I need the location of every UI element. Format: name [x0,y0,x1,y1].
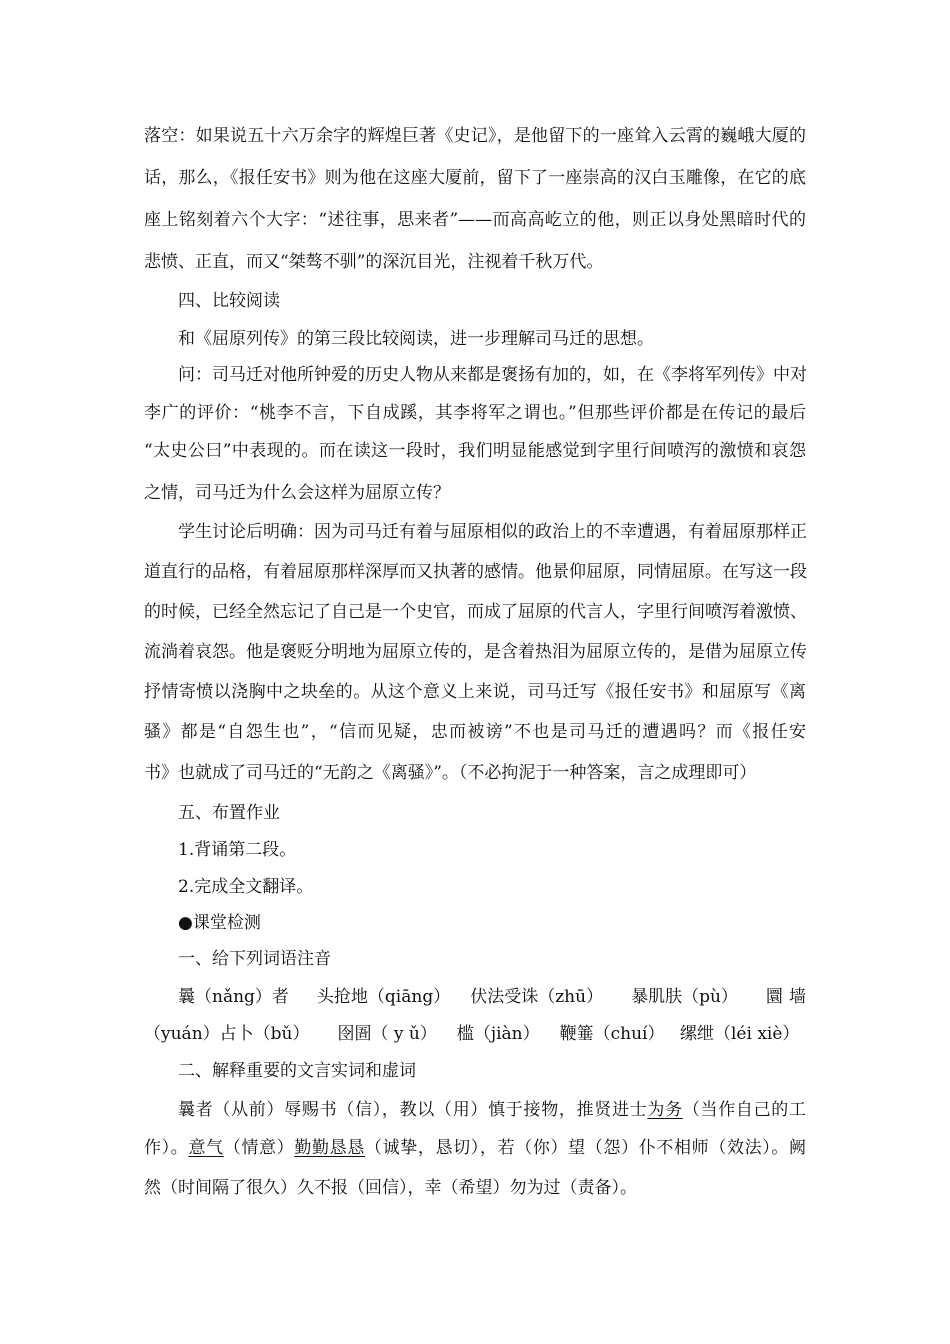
text-run: 曩者（从前）辱赐书（信），教以（用）慎于接物，推贤进士 [178,1100,648,1120]
paragraph-line: 之情，司马迁为什么会这样为屈原立传？ [144,483,450,503]
underlined-term: 意气 [188,1138,224,1158]
section-heading: 四、比较阅读 [178,291,280,311]
pinyin-word: 鞭箠（chuí） [559,1024,665,1044]
pinyin-word: 囹圄（ y ǔ） [337,1024,437,1044]
paragraph-line: 问：司马迁对他所钟爱的历史人物从来都是褒扬有加的，如，在《李将军列传》中对 [178,365,807,385]
section-heading: ●课堂检测 [178,913,261,933]
paragraph-line: 话，那么，《报任安书》则为他在这座大厦前，留下了一座崇高的汉白玉雕像，在它的底 [144,168,806,188]
question-heading: 二、解释重要的文言实词和虚词 [178,1061,416,1081]
pinyin-word: 槛（jiàn） [456,1024,540,1044]
text-run: （当作自己的工 [682,1100,807,1120]
homework-item: 2.完成全文翻译。 [178,877,314,897]
text-run: （诚挚，恳切），若（你）望（怨）仆不相师（效法）。阙 [364,1138,807,1158]
pinyin-word: 缧绁（léi xiè） [680,1024,800,1044]
paragraph-line: 的时候，已经全然忘记了自己是一个史官，而成了屈原的代言人，字里行间喷泻着激愤、 [144,602,807,622]
text-run: （情意） [223,1138,295,1158]
paragraph-line: 抒情寄愤以浇胸中之块垒的。从这个意义上来说，司马迁写《报任安书》和屈原写《离 [144,682,806,702]
paragraph-line: 座上铭刻着六个大字：“述往事，思来者”——而高高屹立的他，则正以身处黑暗时代的 [144,210,806,230]
pinyin-word: 暴肌肤（pù） [631,987,738,1007]
pinyin-line [144,1023,665,1045]
paragraph-line: 然（时间隔了很久）久不报（回信），幸（希望）勿为过（责备）。 [144,1178,637,1198]
pinyin-word: （yuán）占卜（bǔ） [144,1024,310,1044]
pinyin-word: 头抢地（qiāng） [316,987,451,1007]
pinyin-word: 伏法受诛（zhū） [470,987,604,1007]
paragraph-line: 李广的评价：“桃李不言，下自成蹊，其李将军之谓也。”但那些评价都是在传记的最后 [144,403,806,423]
pinyin-word: 圜 [765,987,783,1007]
paragraph-line: 书》也就成了司马迁的“无韵之《离骚》”。（不必拘泥于一种答案，言之成理即可） [144,763,757,783]
paragraph-line: 落空：如果说五十六万余字的辉煌巨著《史记》，是他留下的一座耸入云霄的巍峨大厦的 [144,126,806,146]
homework-item: 1.背诵第二段。 [178,840,297,860]
pinyin-word: 曩（nǎng）者 [178,987,289,1007]
question-heading: 一、给下列词语注音 [178,949,331,969]
paragraph-line: 悲愤、正直，而又“桀骜不驯”的深沉目光，注视着千秋万代。 [144,252,604,272]
underlined-term: 勤勤恳恳 [294,1138,365,1158]
paragraph-line [178,1099,806,1121]
paragraph-line: 学生讨论后明确：因为司马迁有着与屈原相似的政治上的不幸遭遇，有着屈原那样正 [178,522,807,542]
paragraph-line: 流淌着哀怨。他是褒贬分明地为屈原立传的，是含着热泪为屈原立传的，是借为屈原立传 [144,642,807,662]
pinyin-word: 墙 [789,987,806,1007]
paragraph-line: 和《屈原列传》的第三段比较阅读，进一步理解司马迁的思想。 [178,329,654,349]
paragraph-line: 骚》都是“自怨生也”，“信而见疑，忠而被谤”不也是司马迁的遭遇吗？而《报任安 [144,722,806,742]
paragraph-line [144,1137,806,1159]
paragraph-line: “太史公曰”中表现的。而在读这一段时，我们明显能感觉到字里行间喷泻的激愤和哀怨 [144,441,806,461]
text-run: 作）。 [144,1138,189,1158]
underlined-term: 为务 [647,1100,683,1120]
paragraph-line: 道直行的品格，有着屈原那样深厚而又执著的感情。他景仰屈原，同情屈原。在写这一段 [144,562,807,582]
section-heading: 五、布置作业 [178,803,280,823]
pinyin-line [178,986,783,1008]
